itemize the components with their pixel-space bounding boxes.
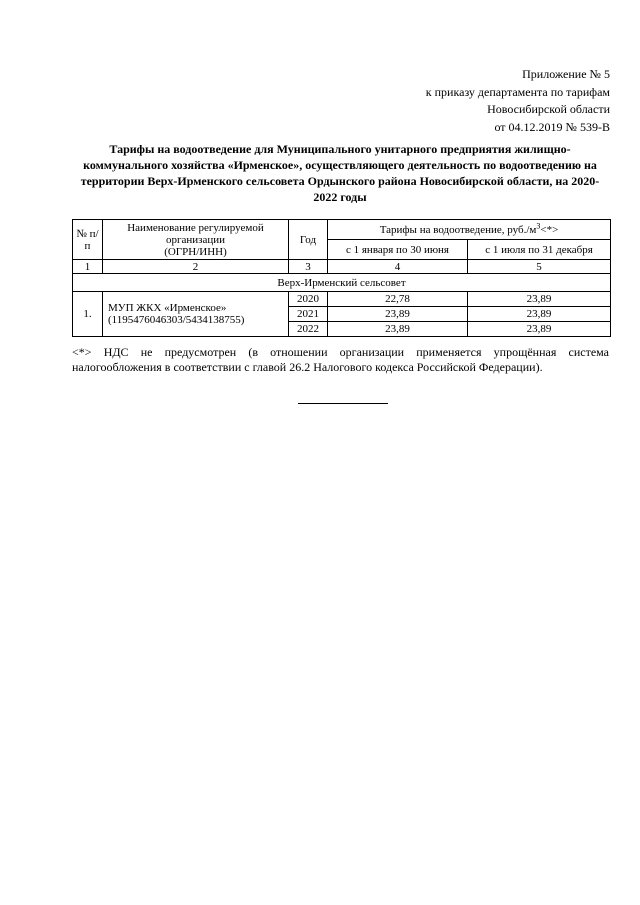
row-number: 1. (73, 292, 103, 337)
year-cell: 2021 (289, 307, 328, 322)
org-cell (103, 292, 289, 337)
appendix-line: от 04.12.2019 № 539-В (494, 119, 610, 134)
separator-line (298, 403, 388, 404)
header-tariff (328, 220, 611, 240)
header-org-line: Наименование регулируемой организации (127, 221, 264, 246)
document-title: Тарифы на водоотведение для Муниципального унитарного предприятия жилищно-коммунального хозяйства «Ирменское», осуществляющего деятельность по водоотведению на территории Верх-Ирменского сельсовета Ордынского района Новосибирской области, на 2020-2022 годы (80, 142, 600, 204)
year-cell: 2022 (289, 322, 328, 337)
index-cell: 1 (73, 260, 103, 274)
tariff-h2-cell: 23,89 (468, 307, 611, 322)
org-ids: (1195476046303/5434138755) (108, 314, 245, 326)
appendix-block (426, 66, 610, 136)
year-cell: 2020 (289, 292, 328, 307)
index-cell: 5 (468, 260, 611, 274)
org-name: МУП ЖКХ «Ирменское» (108, 302, 227, 314)
tariff-h1-cell: 23,89 (328, 322, 468, 337)
header-tariff-prefix: Тарифы на водоотведение, руб./м (379, 223, 537, 236)
tariff-h2-cell: 23,89 (468, 292, 611, 307)
appendix-line: Новосибирской области (487, 102, 610, 116)
appendix-line: к приказу департамента по тарифам (425, 84, 610, 99)
header-h1: с 1 января по 30 июня (328, 240, 468, 260)
appendix-line: Приложение № 5 (522, 67, 610, 81)
tariff-table (72, 219, 611, 337)
index-cell: 3 (289, 260, 328, 274)
tariff-h1-cell: 22,78 (328, 292, 468, 307)
header-org-line: (ОГРН/ИНН) (164, 245, 227, 258)
index-cell: 4 (328, 260, 468, 274)
header-year: Год (289, 220, 328, 260)
table-row (73, 292, 611, 307)
index-row (73, 260, 611, 274)
header-tariff-sup: 3 (536, 220, 541, 230)
header-num: № п/п (73, 220, 103, 260)
header-row (73, 220, 611, 240)
tariff-h1-cell: 23,89 (328, 307, 468, 322)
header-h2: с 1 июля по 31 декабря (468, 240, 611, 260)
header-tariff-suffix: <*> (540, 223, 559, 236)
tariff-h2-cell: 23,89 (468, 322, 611, 337)
header-org (103, 220, 289, 260)
region-cell: Верх-Ирменский сельсовет (73, 274, 611, 292)
region-row (73, 274, 611, 292)
footnote: <*> НДС не предусмотрен (в отношении организации применяется упрощённая система налогообложения в соответствии с главой 26.2 Налогового кодекса Российской Федерации). (72, 345, 609, 374)
index-cell: 2 (103, 260, 289, 274)
